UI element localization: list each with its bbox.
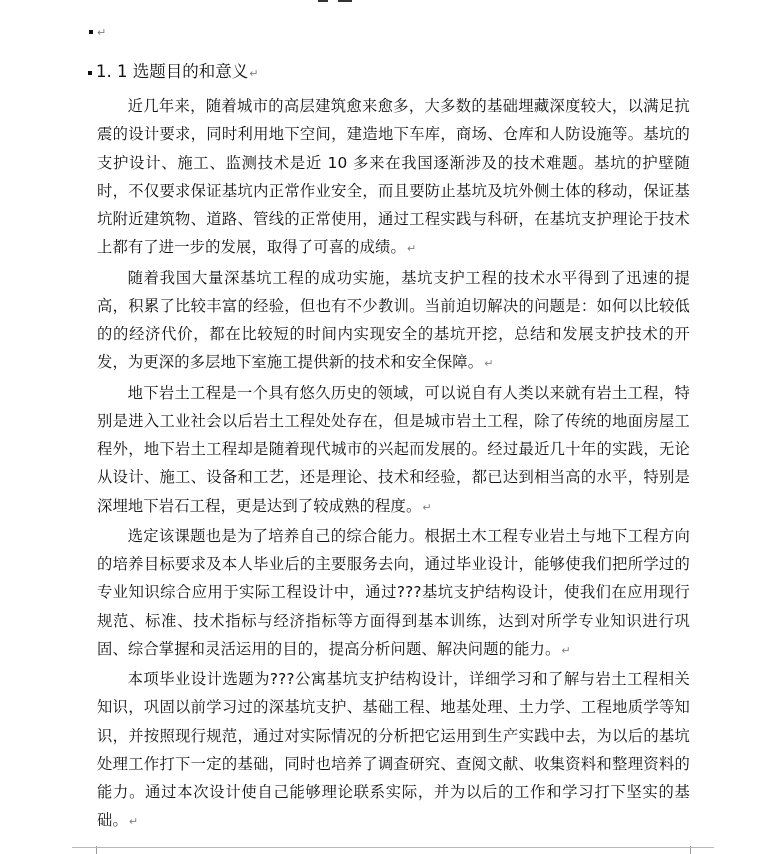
paragraph-mark: ↵ (97, 26, 107, 39)
paragraph-mark: ↵ (249, 67, 259, 80)
paragraph-mark: ↵ (484, 357, 494, 371)
body-paragraph[interactable]: 随着我国大量深基坑工程的成功实施，基坑支护工程的技术水平得到了迅速的提高，积累了比较丰富的经验，但也有不少教训。当前迫切解决的问题是：如何以比较低的的经济代价，都在比较短的时间内实现安全的基坑开挖，总结和发展支护技术的开发，为更深的多层地下室施工提供新的技术和安全保障。↵ (97, 268, 690, 372)
list-bullet-icon (88, 71, 92, 75)
body-paragraph[interactable]: 地下岩土工程是一个具有悠久历史的领域，可以说自有人类以来就有岩土工程，特别是进入工业社会以后岩土工程处处存在，但是城市岩土工程，除了传统的地面房屋工程外，地下岩土工程却是随着现代城市的兴起而发展的。经过最近几十年的实践，无论从设计、施工、设备和工艺，还是理论、技术和经验，都已达到相当高的水平，特别是深埋地下岩石工程，更是达到了较成熟的程度。↵ (97, 383, 690, 515)
paragraph-mark: ↵ (561, 643, 571, 657)
paragraph-mark: ↵ (422, 500, 432, 514)
paragraph-mark: ↵ (128, 815, 139, 829)
body-paragraph[interactable]: 近几年来，随着城市的高层建筑愈来愈多，大多数的基础埋藏深度较大，以满足抗震的设计要求，同时利用地下空间，建造地下车库，商场、仓库和人防设施等。基坑的支护设计、施工、监测技术是近 10 多来在我国逐渐涉及的技术难题。基坑的护壁随时，不仅要求保证基坑内正常作业安全，而且要防止基坑及坑外侧土体的移动，保证基坑附近建筑物、道路、管线的正常使用，通过工程实践与科研，在基坑支护理论于技术上都有了进一步的发展，取得了可喜的成绩。↵ (97, 97, 690, 257)
page-boundary-line (96, 847, 690, 848)
body-paragraph[interactable]: 选定该课题也是为了培养自己的综合能力。根据土木工程专业岩土与地下工程方向的培养目标要求及本人毕业后的主要服务去向，通过毕业设计，能够使我们把所学过的专业知识综合应用于实际工程设计中，通过???基坑支护结构设计，使我们在应用现行规范、标准、技术指标与经济指标等方面得到基本训练，达到对所学专业知识进行巩固、综合掌握和灵活运用的目的，提高分析问题、解决问题的能力。↵ (97, 526, 690, 658)
section-heading[interactable] (88, 60, 258, 86)
page-corner-mark-left (72, 847, 96, 848)
empty-bullet-line[interactable] (89, 22, 106, 43)
previous-page-text-remnant (318, 0, 358, 3)
paragraph-mark: ↵ (406, 242, 417, 256)
body-paragraph[interactable]: 本项毕业设计选题为???公寓基坑支护结构设计，详细学习和了解与岩土工程相关知识，巩固以前学习过的深基坑支护、基础工程、地基处理、土力学、工程地质学等知识，并按照现行规范，通过对实际情况的分析把它运用到生产实践中去，为以后的基坑处理工作打下一定的基础，同时也培养了调查研究、查阅文献、收集资料和整理资料的能力。通过本次设计使自己能够理论联系实际，并为以后的工作和学习打下坚实的基础。↵ (97, 670, 690, 830)
page-corner-mark-right (690, 847, 714, 848)
body-text[interactable] (97, 92, 690, 837)
section-heading-text: 1. 1 选题目的和意义 (96, 62, 249, 81)
list-bullet-icon (89, 30, 93, 34)
